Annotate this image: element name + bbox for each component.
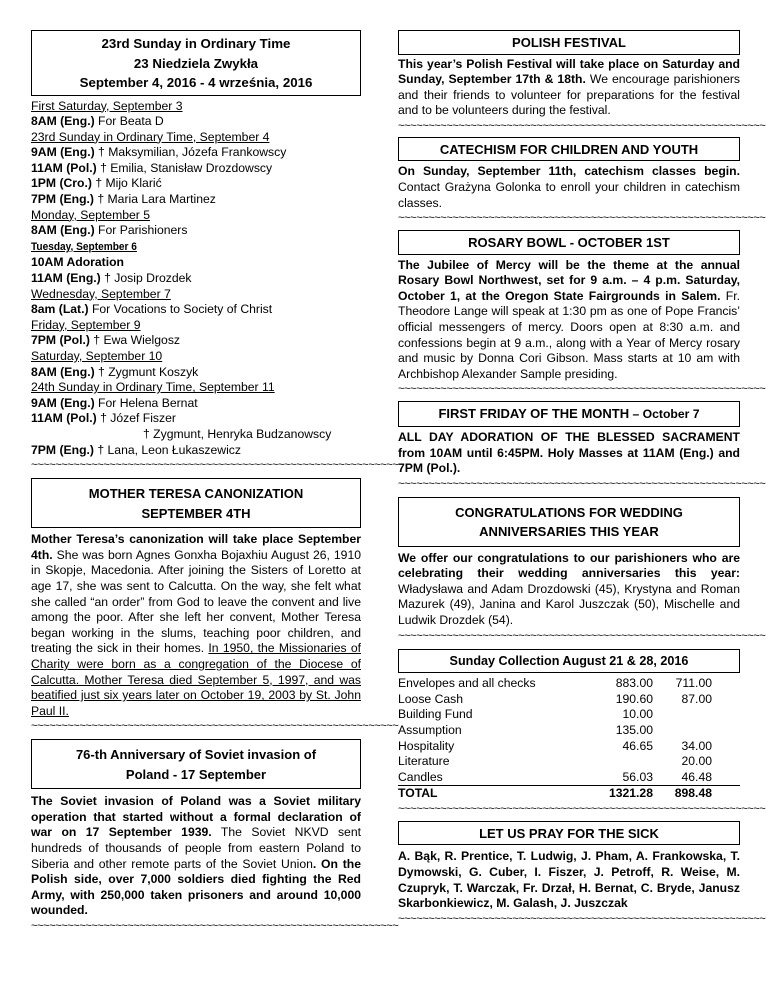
wedding-subtitle: ANNIVERSARIES THIS YEAR	[479, 524, 659, 540]
schedule-mass-entry	[31, 223, 361, 239]
schedule-mass-entry	[31, 161, 361, 177]
collection-amount-aug21: 135.00	[615, 722, 653, 737]
collection-row	[398, 723, 740, 739]
collection-row	[398, 739, 740, 755]
sunday-date: September 4, 2016 - 4 września, 2016	[79, 75, 313, 90]
rosary-title-box	[398, 230, 740, 255]
collection-amount-aug21: 56.03	[622, 769, 653, 784]
schedule-mass-entry	[31, 333, 361, 349]
schedule-mass-entry	[31, 176, 361, 192]
left-column	[31, 30, 399, 933]
collection-label: Literature	[398, 754, 450, 769]
separator: ~~~~~~~~~~~~~~~~~~~~~~~~~~~~~~~~~~~~~~~~~~~~~~~~~~~~~~~~~~~~~	[398, 383, 766, 396]
schedule-mass-entry	[31, 255, 361, 271]
festival-body: We encourage parishioners and their friends to volunteer for preparations for the festival and to be volunteers during the festival.	[398, 72, 740, 118]
rosary-bold: The Jubilee of Mercy will be the theme at the annual Rosary Bowl Northwest, set for 9 a.m. – 4 p.m. Saturday, October 1, at the Oregon State Fairgrounds in Salem.	[398, 257, 740, 303]
spacer	[712, 754, 740, 770]
spacer	[712, 739, 740, 755]
schedule-mass-entry	[31, 443, 361, 459]
collection-amount-aug21: 46.65	[622, 738, 653, 753]
soviet-title-box	[31, 739, 361, 789]
mass-time: 8AM (Eng.)	[31, 114, 95, 129]
wedding-title: CONGRATULATIONS FOR WEDDING	[455, 504, 683, 520]
separator: ~~~~~~~~~~~~~~~~~~~~~~~~~~~~~~~~~~~~~~~~~~~~~~~~~~~~~~~~~~~~~	[31, 720, 399, 733]
schedule-mass-entry	[31, 302, 361, 318]
mass-intention: † Lana, Leon Łukaszewicz	[93, 442, 241, 457]
mass-time: 8AM (Eng.)	[31, 223, 95, 238]
collection-amount-aug28: 20.00	[681, 754, 712, 769]
mass-time: 8am (Lat.)	[31, 302, 89, 317]
collection-amount-aug28	[653, 707, 712, 723]
schedule-day-heading-text: Tuesday, September 6	[31, 240, 137, 253]
collection-amount-aug28: 711.00	[675, 676, 712, 691]
catechism-title: CATECHISM FOR CHILDREN AND YOUTH	[439, 141, 699, 157]
mass-time: 8AM (Eng.)	[31, 364, 95, 379]
mass-intention: † Josip Drozdek	[100, 271, 192, 286]
mass-intention: † Ewa Wielgosz	[89, 333, 181, 348]
soviet-bold-casualties: . On the Polish side, over 7,000 soldiers died fighting the Red Army, with 250,000 taken prisoners and around 10,000 wounded.	[31, 856, 361, 918]
firstfriday-title-box	[398, 401, 740, 427]
spacer	[712, 723, 740, 739]
collection-amount-aug28	[653, 723, 712, 739]
wedding-body: Władysława and Adam Drozdowski (45), Krystyna and Roman Mazurek (49), Janina and Karol Juszczak (50), Mischelle and Ludwik Drozdek (54).	[398, 581, 740, 628]
soviet-subtitle: Poland - 17 September	[125, 766, 267, 782]
mass-intention: For Beata D	[94, 114, 164, 129]
collection-label: Building Fund	[398, 707, 473, 722]
sick-title: LET US PRAY FOR THE SICK	[479, 825, 659, 841]
mass-time: 1PM (Cro.)	[31, 176, 92, 191]
sunday-title: 23rd Sunday in Ordinary Time	[101, 36, 291, 51]
mass-time: 9AM (Eng.)	[31, 145, 95, 160]
collection-label: Assumption	[398, 722, 462, 737]
collection-row	[398, 754, 740, 770]
teresa-body: She was born Agnes Gonxha Bojaxhiu August 26, 1910 in Skopje, Macedonia. After joining the Sisters of Loretto at age 17, she was sent to Calcutta. On the way, she felt what she called “an order” from God to leave the convent and live among the poor. After she left her convent, Mother Teresa began working in the slums, teaching poor children, and treating the sick in their homes.	[31, 547, 361, 656]
separator: ~~~~~~~~~~~~~~~~~~~~~~~~~~~~~~~~~~~~~~~~~~~~~~~~~~~~~~~~~~~~~	[31, 459, 399, 472]
collection-title: Sunday Collection August 21 & 28, 2016	[449, 653, 689, 668]
firstfriday-title-date: – October 7	[629, 407, 700, 422]
schedule-day-heading: First Saturday, September 3	[31, 98, 183, 113]
rosary-article	[398, 258, 740, 383]
festival-bold: This year’s Polish Festival will take place on Saturday and Sunday, September 17th & 18th.	[398, 56, 740, 87]
festival-article	[398, 57, 740, 119]
mass-time: 7PM (Eng.)	[31, 192, 94, 207]
firstfriday-title-caps: FIRST FRIDAY OF THE MONTH	[438, 406, 630, 422]
soviet-body: The Soviet NKVD sent hundreds of thousands of people from eastern Poland to Siberia and other remote parts of the Soviet Union	[31, 825, 361, 871]
collection-amount-aug28: 87.00	[681, 691, 712, 706]
collection-amount-aug28: 34.00	[681, 738, 712, 753]
collection-amount-aug21: 1321.28	[588, 786, 653, 802]
separator: ~~~~~~~~~~~~~~~~~~~~~~~~~~~~~~~~~~~~~~~~~~~~~~~~~~~~~~~~~~~~~	[398, 802, 766, 815]
schedule-mass-entry	[31, 365, 361, 381]
spacer	[712, 707, 740, 723]
mass-time: 10AM Adoration	[31, 255, 124, 270]
mass-intention: For Vocations to Society of Christ	[88, 302, 273, 317]
schedule-day-heading: 23rd Sunday in Ordinary Time, September 4	[31, 129, 270, 144]
mass-intention: † Zygmunt Koszyk	[94, 364, 199, 379]
firstfriday-title	[399, 404, 739, 425]
collection-label: TOTAL	[398, 786, 588, 802]
mass-time: 11AM (Pol.)	[31, 160, 97, 175]
spacer	[712, 770, 740, 786]
spacer	[712, 786, 740, 802]
teresa-underlined: In 1950, the Missionaries of Charity were born as a congregation of the Diocese of Calcutta. Mother Teresa died September 5, 1997, and was beatified just six years later on October 19, 2003 by St. John Paul II.	[31, 641, 362, 718]
schedule-mass-entry	[31, 114, 361, 130]
firstfriday-article: ALL DAY ADORATION OF THE BLESSED SACRAMENT from 10AM until 6:45PM. Holy Masses at 11AM (Eng.) and 7PM (Pol.).	[398, 429, 740, 476]
teresa-lead: Mother Teresa’s canonization will take place September 4th.	[31, 532, 361, 562]
schedule-day-heading: Saturday, September 10	[31, 349, 163, 363]
collection-label: Envelopes and all checks	[398, 676, 536, 691]
mass-time: 7PM (Eng.)	[31, 442, 94, 457]
schedule-mass-entry	[31, 145, 361, 161]
separator: ~~~~~~~~~~~~~~~~~~~~~~~~~~~~~~~~~~~~~~~~~~~~~~~~~~~~~~~~~~~~~	[398, 477, 766, 490]
collection-amount-aug21	[588, 754, 653, 770]
mass-intention: † Józef Fiszer	[96, 411, 176, 426]
wedding-title-box	[398, 497, 740, 547]
collection-amount-aug21: 190.60	[615, 691, 653, 706]
collection-label: Hospitality	[398, 738, 455, 753]
mass-time: 7PM (Pol.)	[31, 333, 90, 348]
separator: ~~~~~~~~~~~~~~~~~~~~~~~~~~~~~~~~~~~~~~~~~~~~~~~~~~~~~~~~~~~~~	[398, 629, 766, 642]
collection-amount-aug21: 883.00	[615, 676, 653, 691]
mass-schedule	[31, 99, 361, 459]
mass-time: 9AM (Eng.)	[31, 395, 95, 410]
collection-total-row	[398, 786, 740, 802]
festival-title: POLISH FESTIVAL	[512, 35, 626, 50]
collection-row	[398, 692, 740, 708]
collection-row	[398, 707, 740, 723]
schedule-mass-entry	[31, 192, 361, 208]
teresa-subtitle: SEPTEMBER 4TH	[141, 505, 251, 521]
mass-intention: For Helena Bernat	[94, 395, 198, 410]
rosary-body: Fr. Theodore Lange will speak at 1:30 pm as one of Pope Francis’ official messengers of mercy. Doors open at 8:30 a.m. and confessions begin at 9 a.m., along with a Year of Mercy rosary and music by Donna Cori Gibson. Mass starts at 10 am with Archbishop Alexander Sample presiding.	[398, 288, 740, 381]
collection-amount-aug28: 898.48	[653, 786, 712, 802]
collection-label: Loose Cash	[398, 691, 464, 706]
mass-intention: † Emilia, Stanisław Drozdowscy	[96, 160, 273, 175]
schedule-mass-entry	[31, 396, 361, 412]
schedule-day-heading: Friday, September 9	[31, 317, 141, 332]
spacer	[712, 692, 740, 708]
teresa-title: MOTHER TERESA CANONIZATION	[88, 486, 304, 502]
sick-list: A. Bąk, R. Prentice, T. Ludwig, J. Pham, A. Frankowska, T. Dymowski, G. Cuber, I. Fiszer, J. Petroff, R. Weise, M. Czupryk, T. Warczak, Fr. Drzał, H. Bernat, C. Bryde, Janusz Skarbonkiewicz, M. Galash, J. Juszczak	[398, 849, 740, 911]
mass-intention: For Parishioners	[94, 223, 188, 238]
collection-label: Candles	[398, 769, 443, 784]
collection-amount-aug28: 46.48	[681, 769, 712, 784]
catechism-body: Contact Grażyna Golonka to enroll your children in catechism classes.	[398, 179, 740, 210]
collection-row	[398, 676, 740, 692]
catechism-title-box	[398, 137, 740, 162]
rosary-title: ROSARY BOWL - OCTOBER 1ST	[468, 235, 670, 251]
teresa-article	[31, 532, 361, 719]
catechism-article	[398, 164, 740, 211]
right-column	[398, 30, 766, 926]
separator: ~~~~~~~~~~~~~~~~~~~~~~~~~~~~~~~~~~~~~~~~~~~~~~~~~~~~~~~~~~~~~	[398, 119, 766, 132]
schedule-day-heading: Wednesday, September 7	[31, 286, 171, 301]
mass-time: 11AM (Eng.)	[31, 271, 101, 286]
sick-title-box	[398, 821, 740, 846]
schedule-day-heading: 24th Sunday in Ordinary Time, September 11	[31, 380, 275, 395]
schedule-mass-entry	[31, 271, 361, 287]
soviet-article	[31, 794, 361, 919]
separator: ~~~~~~~~~~~~~~~~~~~~~~~~~~~~~~~~~~~~~~~~~~~~~~~~~~~~~~~~~~~~~	[398, 912, 766, 925]
wedding-bold: We offer our congratulations to our parishioners who are celebrating their wedding anniversaries this year:	[398, 550, 740, 581]
separator: ~~~~~~~~~~~~~~~~~~~~~~~~~~~~~~~~~~~~~~~~~~~~~~~~~~~~~~~~~~~~~	[31, 920, 399, 933]
wedding-article	[398, 551, 740, 629]
mass-intention: † Maksymilian, Józefa Frankowscy	[94, 145, 287, 160]
mass-time: 11AM (Pol.)	[31, 411, 97, 426]
collection-table	[398, 676, 740, 802]
sunday-header-box	[31, 30, 361, 96]
sunday-title-polish: 23 Niedziela Zwykła	[133, 55, 259, 71]
collection-title-box	[398, 649, 740, 674]
schedule-day-heading	[31, 239, 361, 256]
schedule-day-heading: Monday, September 5	[31, 207, 151, 222]
mass-intention: † Mijo Klarić	[91, 176, 162, 191]
schedule-mass-entry	[31, 411, 361, 427]
soviet-title: 76-th Anniversary of Soviet invasion of	[75, 747, 317, 763]
festival-title-box	[398, 30, 740, 55]
collection-amount-aug21: 10.00	[622, 707, 653, 722]
collection-row	[398, 770, 740, 786]
separator: ~~~~~~~~~~~~~~~~~~~~~~~~~~~~~~~~~~~~~~~~~~~~~~~~~~~~~~~~~~~~~	[398, 212, 766, 225]
soviet-bold-intro: The Soviet invasion of Poland was a Soviet military operation that started without a formal declaration of war on 17 September 1939.	[31, 794, 361, 840]
spacer	[712, 676, 740, 692]
catechism-bold: On Sunday, September 11th, catechism classes begin.	[398, 164, 740, 179]
mass-intention: † Maria Lara Martinez	[93, 192, 216, 207]
teresa-title-box	[31, 478, 361, 528]
schedule-mass-intention: † Zygmunt, Henryka Budzanowscy	[143, 426, 332, 441]
